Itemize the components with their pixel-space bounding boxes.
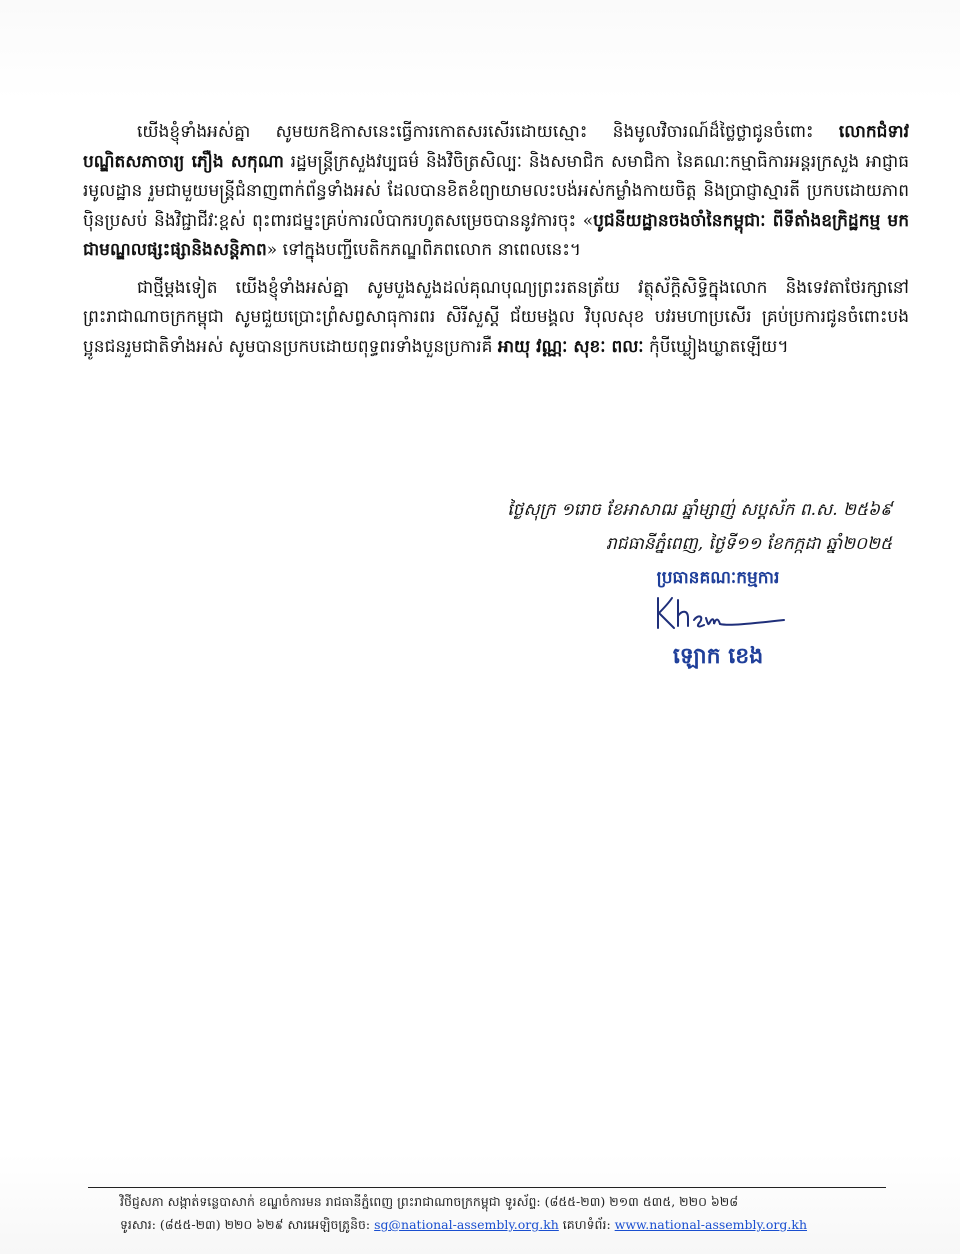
paragraph1-text: យើងខ្ញុំទាំងអស់គ្នា សូមយកឱកាសនេះធ្វើការកោតសរសើរដោយស្មោះ និងមូលវិចារណ៍ដ៏ថ្លៃថ្លាជូនចំពោះ [137,122,839,142]
footer-fax: ទូរសារ: (៨៥៥-២៣) ២២០ ៦២៩ សារអេឡិចត្រូនិច: [120,1217,375,1232]
lunar-date: ថ្ងៃសុក្រ ១រោច ខែអាសាឍ ឆ្នាំម្សាញ់ សប្តស័ក ព.ស. ២៥៦៩ [507,500,892,520]
four-blessings: អាយុ វណ្ណៈ សុខៈ ពលៈ [497,336,644,357]
paragraph2-text-end: កុំបីឃ្លៀងឃ្លាតឡើយ។ [643,336,789,357]
paragraph-gratitude [83,118,909,266]
letter-body [83,118,909,362]
footer-contact [120,1213,860,1236]
paragraph2-text: ជាថ្មីម្តងទៀត យើងខ្ញុំទាំងអស់គ្នា សូមបួងសួងដល់គុណបុណ្យព្រះរតនត្រ័យ វត្ថុស័ក្តិសិទ្ធិក្នុងលោក និងទេវតាថែរក្សានៅព្រះរាជាណាចក្រកម្ពុជា សូមជួយប្រោះព្រំសព្វសាធុការពរ សិរីសួស្តី ជ័យមង្គល វិបុលសុខ បវរមហាប្រសើរ គ្រប់ប្រការជូនចំពោះបងប្អូនជនរួមជាតិទាំងអស់ សូមបានប្រកបដោយពុទ្ធពរទាំងបួនប្រការគឺ [83,277,909,357]
letterhead-footer [120,1190,860,1236]
paragraph1-text-end: » ទៅក្នុងបញ្ជីបេតិកភណ្ឌពិភពលោក នាពេលនេះ។ [266,240,582,260]
place-and-date: រាជធានីភ្នំពេញ, ថ្ងៃទី១១ ខែកក្កដា ឆ្នាំ២០២៥ [606,534,892,554]
minister-name: លោកជំទាវបណ្ឌិតសភាចារ្យ ភឿង សកុណា [83,122,909,172]
footer-website-label: គេហទំព័រ: [558,1217,615,1232]
handwritten-signature [648,592,788,634]
signatory-title: ប្រធានគណៈកម្មការ [656,568,780,588]
footer-divider [88,1187,886,1188]
paragraph-blessing [83,274,909,363]
heritage-site-name: បូជនីយដ្ឋានចងចាំនៃកម្ពុជាៈ ពីទីតាំងឧក្រិដ្ឋកម្ម មកជាមណ្ឌលផ្សះផ្សានិងសន្តិភាព [83,210,909,260]
website-link[interactable]: www.national-assembly.org.kh [614,1217,808,1232]
signatory-name: ឡោក ខេង [672,643,764,669]
paragraph1-text-cont: រដ្ឋមន្ត្រីក្រសួងវប្បធម៌ និងវិចិត្រសិល្បៈ និងសមាជិក សមាជិកា នៃគណៈកម្មាធិការអន្តរក្រសួង អាជ្ញាធរមូលដ្ឋាន រួមជាមួយមន្ត្រីជំនាញពាក់ព័ន្ធទាំងអស់ ដែលបានខិតខំព្យាយាមលះបង់អស់កម្លាំងកាយចិត្ត និងប្រាជ្ញាស្មារតី ប្រកបដោយភាពប៉ិនប្រសប់ និងវិជ្ជាជីវៈខ្ពស់ ពុះពារជម្នះគ្រប់ការលំបាករហូតសម្រេចបាននូវការចុះ « [83,151,910,231]
footer-address: វិថីជ្ញសភា សង្កាត់ទន្លេបាសាក់ ខណ្ឌចំការមន រាជធានីភ្នំពេញ ព្រះរាជាណាចក្រកម្ពុជា ទូរស័ព្ទ: (៨៥៥-២៣) ២១៣ ៥៣៥, ២២០ ៦២៨ [120,1194,739,1209]
email-link[interactable]: sg@national-assembly.org.kh [374,1217,559,1232]
